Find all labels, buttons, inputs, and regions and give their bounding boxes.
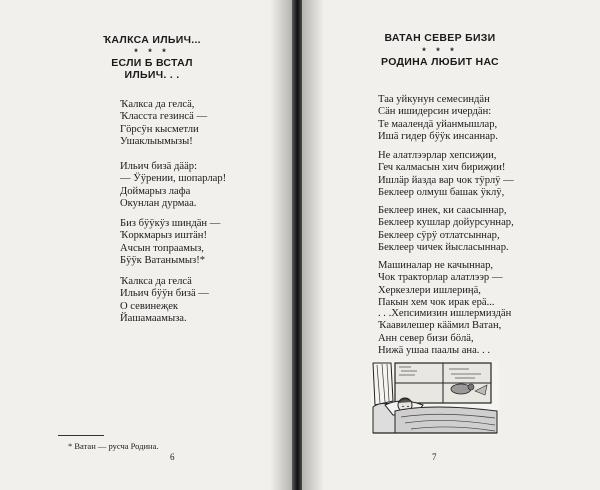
poem-line: Ҡалкса да гелсӓ, bbox=[120, 99, 195, 110]
poem-line: Ишӓ гидер бӱӱк инсаннар. bbox=[378, 131, 498, 143]
poem-line: Биз бӱӱкӱз шиндӓн — bbox=[120, 218, 221, 229]
footnote: * Ватан — русча Родина. bbox=[68, 441, 159, 451]
right-stars-separator: * * * bbox=[422, 46, 458, 56]
poem-line: Геч калмасын хич бириҗии! bbox=[378, 162, 506, 174]
poem-line: Чок тракторлар алатлээр — bbox=[378, 272, 503, 284]
left-poem-title: ҠАЛКСА ИЛЬИЧ... bbox=[103, 34, 201, 46]
right-poem-subtitle: РОДИНА ЛЮБИТ НАС bbox=[381, 56, 499, 68]
right-stanza-1 bbox=[378, 94, 498, 144]
left-poem-subtitle-line2: ИЛЬИЧ. . . bbox=[124, 69, 180, 81]
poem-line: Ҡалкса да гелсӓ bbox=[120, 276, 192, 287]
poem-line: Окунлан дурмаа. bbox=[120, 198, 197, 210]
left-poem-subtitle-line1: ЕСЛИ Б ВСТАЛ bbox=[111, 57, 193, 69]
poem-line: Пакын хем чок ирак ерӓ... bbox=[378, 297, 495, 309]
poem-line: Беклеер чичек йысласыннар. bbox=[378, 242, 509, 254]
right-page-shade bbox=[302, 0, 324, 490]
left-page-shade bbox=[270, 0, 292, 490]
poem-line: Йашамаамыза. bbox=[120, 313, 187, 325]
poem-line: Те маалендӓ уйанмышлар, bbox=[378, 118, 498, 130]
page-number-left: 6 bbox=[170, 452, 175, 462]
left-title-block bbox=[92, 34, 212, 81]
poem-line: Беклеер олмуш башак ӱклӱ, bbox=[378, 187, 505, 199]
poem-line: Таа уйкунун семесиндӓн bbox=[378, 94, 490, 105]
poem-line: Ҡаавилешер кӓӓмил Ватан, bbox=[378, 320, 502, 332]
poem-line: Ушаклыымызы! bbox=[120, 136, 193, 148]
right-title-block bbox=[375, 32, 505, 68]
book-spine bbox=[292, 0, 302, 490]
poem-line: Беклеер кушлар дойурсуннар, bbox=[378, 217, 514, 229]
poem-line: Сӓн ишидерсин ичердӓн: bbox=[378, 106, 492, 118]
poem-line: Машиналар не качыннар, bbox=[378, 260, 494, 271]
poem-line: Анн север бизи бӧлӓ, bbox=[378, 332, 474, 344]
poem-line: Ачсын топраамыз, bbox=[120, 242, 204, 254]
poem-line: Беклеер сӱрӱ отлатсыннар, bbox=[378, 229, 500, 241]
page-number-right: 7 bbox=[432, 452, 437, 462]
poem-line: — Ӱӱрении, шопарлар! bbox=[120, 173, 227, 185]
right-poem-title: ВАТАН СЕВЕР БИЗИ bbox=[384, 32, 496, 44]
poem-line: Бӱӱк Ватанымыз!* bbox=[120, 255, 206, 267]
right-stanza-2 bbox=[378, 150, 514, 200]
right-stanza-3 bbox=[378, 205, 514, 255]
poem-line: Ҡоркмарыз иштӓн! bbox=[120, 230, 208, 242]
poem-line: О севинеҗек bbox=[120, 300, 179, 312]
sleeping-child-illustration bbox=[371, 361, 499, 435]
poem-line: Ильич бизӓ дӓӓр: bbox=[120, 161, 198, 172]
poem-line: Не алатлээрлар хепсиҗии, bbox=[378, 150, 497, 161]
poem-line: Херкезлери ишлериӊӓ, bbox=[378, 284, 481, 296]
footnote-rule bbox=[58, 435, 104, 436]
poem-line: Ильич бӱӱн бизӓ — bbox=[120, 288, 209, 300]
poem-line: . . .Хепсимизин ишлермиздӓн bbox=[378, 308, 512, 319]
illustration-drawing bbox=[371, 361, 499, 435]
poem-line: Нижӓ ушаа паалы ана. . . bbox=[378, 345, 491, 357]
poem-line: Доймарыз лафа bbox=[120, 185, 191, 197]
right-stanza-4 bbox=[378, 260, 502, 310]
poem-line: Ҡласста гезинсӓ — bbox=[120, 111, 208, 123]
poem-line: Ишлӓр йазда вар чок тӱрлӱ — bbox=[378, 174, 514, 186]
left-stanza-1 bbox=[120, 99, 207, 149]
left-stanza-4 bbox=[120, 276, 209, 326]
right-stanza-5 bbox=[378, 308, 511, 358]
left-stanza-2 bbox=[120, 161, 226, 211]
left-stars-separator: * * * bbox=[134, 47, 170, 57]
left-stanza-3 bbox=[120, 218, 220, 268]
poem-line: Беклеер инек, ки саасыннар, bbox=[378, 205, 507, 216]
poem-line: Гӧрсӱн кысметли bbox=[120, 123, 199, 135]
